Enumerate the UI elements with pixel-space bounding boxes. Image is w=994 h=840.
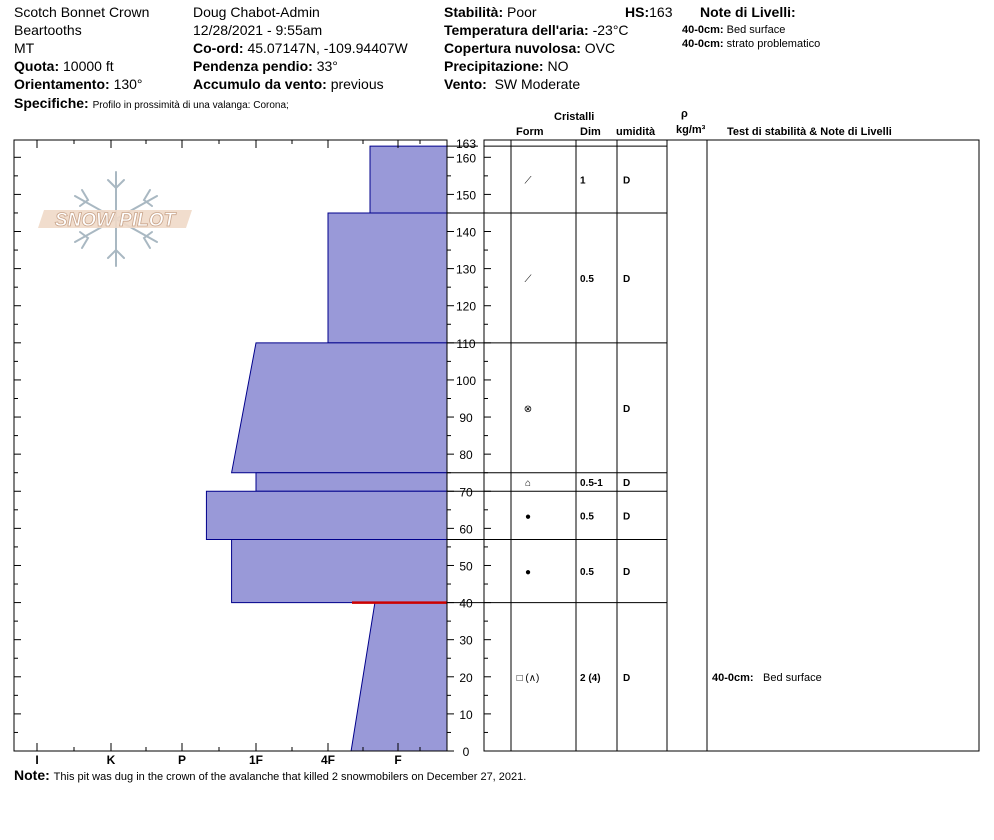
layer-moisture-7: D <box>623 672 631 684</box>
layer-form-2: ⟋ <box>524 273 532 285</box>
height-label-130: 130 <box>455 262 477 277</box>
height-label-140: 140 <box>455 225 477 240</box>
height-label-40: 40 <box>459 596 473 611</box>
layer-form-6: ● <box>524 567 532 579</box>
coord-value: 45.07147N, -109.94407W <box>247 40 408 56</box>
hs-label: HS: <box>625 4 650 20</box>
layer-form-3: ⊗ <box>523 403 533 415</box>
specifics-value: Profilo in prossimità di una valanga: Corona; <box>92 100 289 111</box>
test-note-depth-1: 40-0cm: <box>712 671 754 684</box>
height-label-80: 80 <box>459 448 473 463</box>
height-label-20: 20 <box>459 670 473 685</box>
slope-label: Pendenza pendio: <box>193 58 313 74</box>
height-label-60: 60 <box>459 522 473 537</box>
wind-value: SW Moderate <box>494 76 581 92</box>
location-name: Scotch Bonnet Crown <box>14 4 150 20</box>
hardness-label-1F: 1F <box>248 753 264 767</box>
aspect-value: 130° <box>113 76 143 92</box>
layer-moisture-5: D <box>623 511 631 523</box>
layer-note-2-depth: 40-0cm: <box>682 38 724 50</box>
layer-moisture-2: D <box>623 273 631 285</box>
slope-value: 33° <box>316 58 338 74</box>
height-label-163: 163 <box>455 137 477 152</box>
layer-form-4: ⌂ <box>524 477 532 489</box>
layer-moisture-4: D <box>623 477 631 489</box>
hardness-bar-7 <box>351 603 447 751</box>
observer-name: Doug Chabot-Admin <box>193 4 320 20</box>
hardness-label-K: K <box>106 753 116 767</box>
footer-note <box>14 767 526 784</box>
crystals-heading: Cristalli <box>554 111 595 123</box>
layer-form-7: □ (∧) <box>516 672 540 684</box>
height-label-70: 70 <box>459 485 473 500</box>
layer-size-7: 2 (4) <box>580 672 601 684</box>
note-label: Note: <box>14 767 50 783</box>
height-label-120: 120 <box>455 299 477 314</box>
height-label-110: 110 <box>456 336 476 351</box>
layer-moisture-6: D <box>623 567 631 579</box>
wind-label: Vento: <box>444 76 487 92</box>
layer-note-1-text: Bed surface <box>726 24 786 36</box>
sky-value: OVC <box>584 40 616 56</box>
layer-size-4: 0.5-1 <box>580 477 603 489</box>
note-text: This pit was dug in the crown of the avalanche that killed 2 snowmobilers on December 27, 2021. <box>53 771 527 783</box>
wind-loading-value: previous <box>330 76 384 92</box>
layer-notes-heading: Note di Livelli: <box>700 4 796 20</box>
coord-label: Co-ord: <box>193 40 244 56</box>
form-heading: Form <box>516 126 544 138</box>
layer-table-frame <box>484 140 979 751</box>
precip-label: Precipitazione: <box>444 58 544 74</box>
elevation-label: Quota: <box>14 58 60 74</box>
density-unit: kg/m³ <box>676 124 706 136</box>
layer-size-2: 0.5 <box>580 273 594 285</box>
height-label-90: 90 <box>459 411 473 426</box>
hardness-bar-4 <box>256 473 447 492</box>
elevation-value: 10000 ft <box>63 58 114 74</box>
height-label-10: 10 <box>459 707 473 722</box>
stability-label: Stabilità: <box>444 4 504 20</box>
hardness-label-I: I <box>35 753 39 767</box>
hardness-label-F: F <box>394 753 402 767</box>
precip-value: NO <box>547 58 569 74</box>
layer-size-1: 1 <box>580 175 586 187</box>
height-label-150: 150 <box>455 188 477 203</box>
hardness-bar-1 <box>370 146 447 213</box>
height-label-100: 100 <box>455 373 477 388</box>
layer-size-5: 0.5 <box>580 511 594 523</box>
hs-value: 163 <box>649 4 673 20</box>
density-symbol: ρ <box>681 108 688 120</box>
sky-label: Copertura nuvolosa: <box>444 40 581 56</box>
hardness-label-4F: 4F <box>320 753 336 767</box>
height-label-50: 50 <box>459 559 473 574</box>
layer-moisture-3: D <box>623 403 631 415</box>
layer-form-1: ⟋ <box>524 175 532 187</box>
moisture-heading: umidità <box>616 126 656 138</box>
height-label-0: 0 <box>462 745 470 759</box>
hardness-label-P: P <box>177 753 187 767</box>
range-name: Beartooths <box>14 22 82 38</box>
hardness-bar-6 <box>232 539 447 602</box>
layer-note-1-depth: 40-0cm: <box>682 24 724 36</box>
layer-form-5: ● <box>524 511 532 523</box>
logo-text: SNOW PILOT <box>54 210 176 231</box>
hardness-bar-3 <box>232 343 447 473</box>
layer-moisture-1: D <box>623 175 631 187</box>
layer-note-2-text: strato problematico <box>726 38 821 50</box>
stability-value: Poor <box>507 4 537 20</box>
observation-datetime: 12/28/2021 - 9:55am <box>193 22 323 38</box>
state-name: MT <box>14 40 35 56</box>
test-note-text-1: Bed surface <box>763 671 822 684</box>
height-label-30: 30 <box>459 633 473 648</box>
wind-loading-label: Accumulo da vento: <box>193 76 327 92</box>
hardness-bar-2 <box>328 213 447 343</box>
height-label-160: 160 <box>455 151 477 166</box>
layer-size-6: 0.5 <box>580 567 594 579</box>
air-temp-value: -23°C <box>592 22 629 38</box>
tests-heading: Test di stabilità & Note di Livelli <box>727 126 892 138</box>
air-temp-label: Temperatura dell'aria: <box>444 22 589 38</box>
hardness-bar-5 <box>206 491 447 539</box>
size-heading: Dim <box>580 126 601 138</box>
aspect-label: Orientamento: <box>14 76 110 92</box>
specifics-label: Specifiche: <box>14 95 89 111</box>
